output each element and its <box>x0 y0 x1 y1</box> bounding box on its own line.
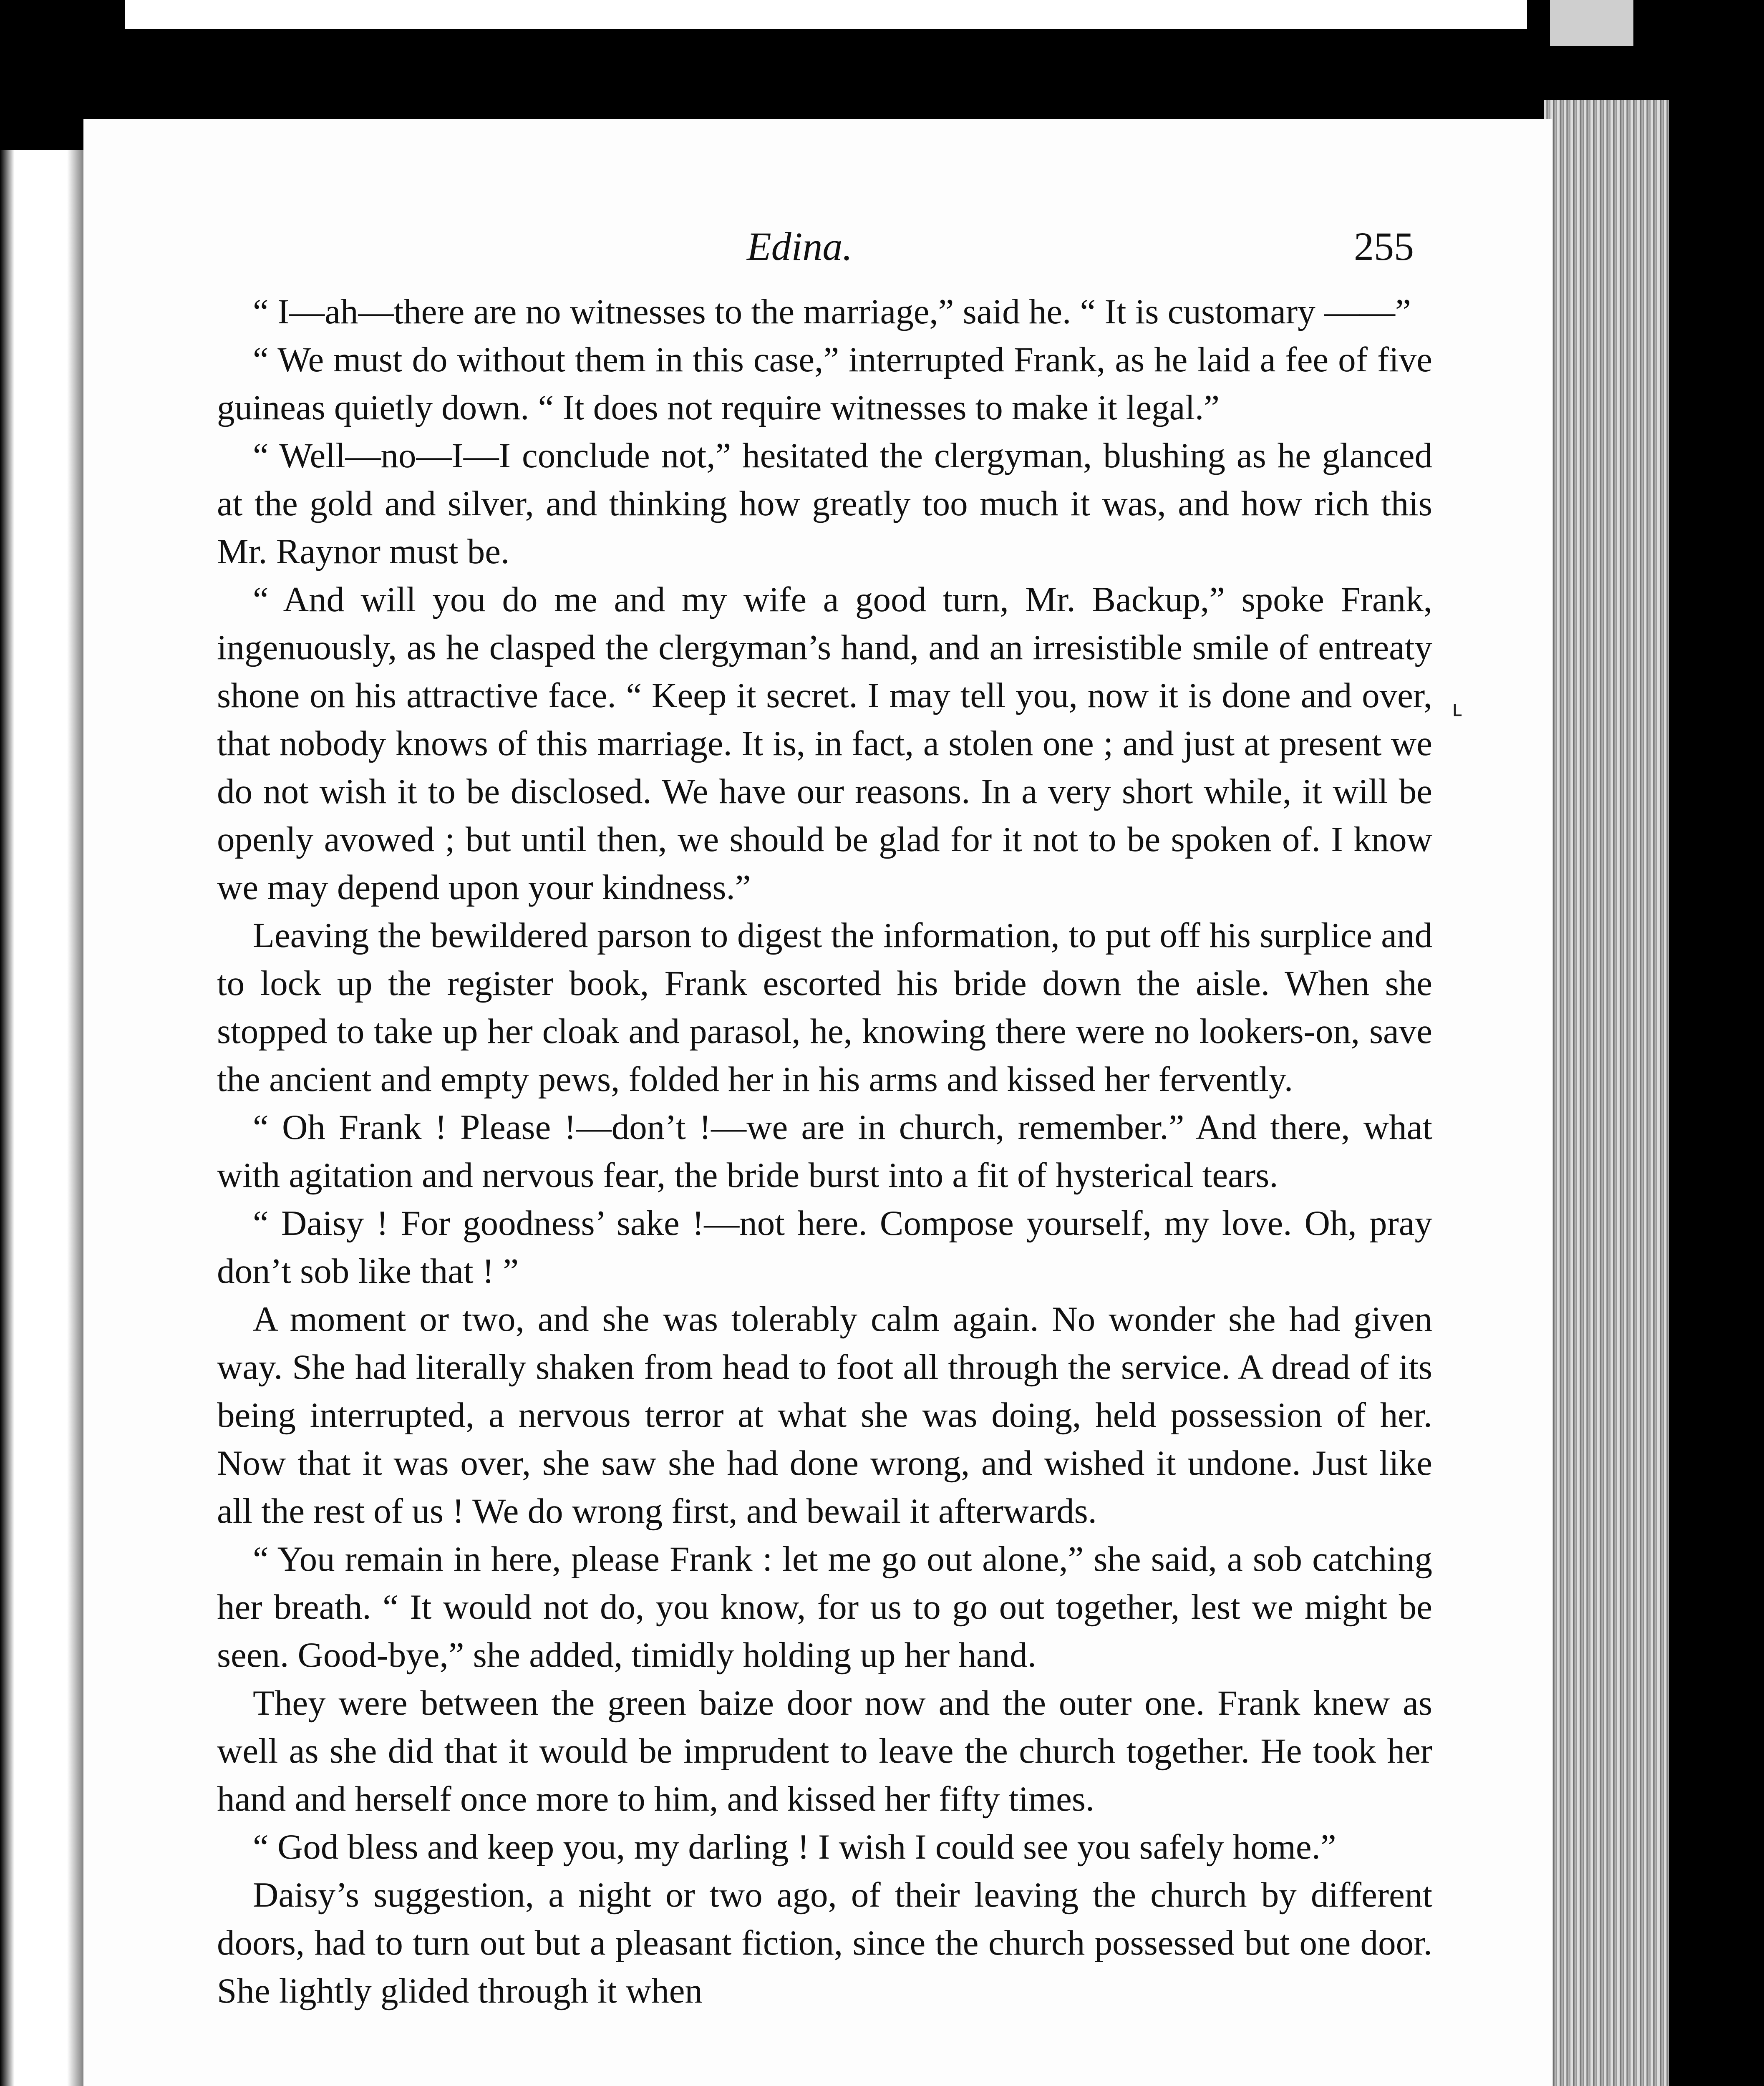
facing-page-edge <box>0 150 96 2086</box>
paragraph: Leaving the bewildered parson to digest the information, to put off his surplice and to lock up the register book, Frank escorted his bride down the aisle. When she stopped to take up her cloak and parasol, he, knowing there were no lookers-on, save the ancient and empty pews, folded her in his arms and kissed her fervently. <box>217 916 1432 1099</box>
book-page <box>83 119 1552 2086</box>
paragraph: “ God bless and keep you, my darling ! I wish I could see you safely home.” <box>253 1827 1336 1867</box>
paragraph: “ We must do without them in this case,” interrupted Frank, as he laid a fee of five guineas quietly down. “ It does not require witnesses to make it legal.” <box>217 340 1432 427</box>
paragraph: “ Oh Frank ! Please !—don’t !—we are in church, remember.” And there, what with agitation and nervous fear, the bride burst into a fit of hysterical tears. <box>217 1108 1432 1195</box>
running-head: Edina. <box>747 224 853 269</box>
paragraph: Daisy’s suggestion, a night or two ago, of their leaving the church by different doors, had to turn out but a pleasant fiction, since the church possessed but one door. She lightly glided through it when <box>217 1875 1432 2010</box>
page-number: 255 <box>1354 224 1414 269</box>
page-header <box>83 223 1552 282</box>
margin-mark: ᒻ <box>1452 700 1464 733</box>
paragraph: A moment or two, and she was tolerably calm again. No wonder she had given way. She had literally shaken from head to foot all through the service. A dread of its being interrupted, a nervous terror at what she was doing, held possession of her. Now that it was over, she saw she had done wrong, and wished it undone. Just like all the rest of us ! We do wrong first, and bewail it afterwards. <box>217 1300 1432 1531</box>
paragraph: “ Well—no—I—I conclude not,” hesitated the clergyman, blushing as he glanced at the gold and silver, and thinking how greatly too much it was, and how rich this Mr. Raynor must be. <box>217 436 1432 571</box>
paragraph: “ And will you do me and my wife a good turn, Mr. Backup,” spoke Frank, ingenuously, as he clasped the clergyman’s hand, and an irresistible smile of entreaty shone on his attractive face. “ Keep it secret. I may tell you, now it is done and over, that nobody knows of this marriage. It is, in fact, a stolen one ; and just at present we do not wish it to be disclosed. We have our reasons. In a very short while, it will be openly avowed ; but until then, we should be glad for it not to be spoken of. I know we may depend upon your kindness.” <box>217 580 1432 907</box>
body-text <box>217 288 1432 2015</box>
paragraph: “ I—ah—there are no witnesses to the marriage,” said he. “ It is customary ——” <box>253 292 1411 331</box>
paragraph: “ You remain in here, please Frank : let me go out alone,” she said, a sob catching her breath. “ It would not do, you know, for us to go out together, lest we might be seen. Good-bye,” she added, timidly holding up her hand. <box>217 1539 1432 1675</box>
page-stack-edge <box>1544 100 1669 2086</box>
paragraph: They were between the green baize door now and the outer one. Frank knew as well as she did that it would be imprudent to leave the church together. He took her hand and herself once more to him, and kissed her fifty times. <box>217 1683 1432 1819</box>
paragraph: “ Daisy ! For goodness’ sake !—not here. Compose yourself, my love. Oh, pray don’t sob like that ! ” <box>217 1204 1432 1291</box>
right-edge-shadow <box>1669 0 1764 2086</box>
page-stack-top <box>1550 0 1633 46</box>
top-paper-strip <box>125 0 1527 29</box>
